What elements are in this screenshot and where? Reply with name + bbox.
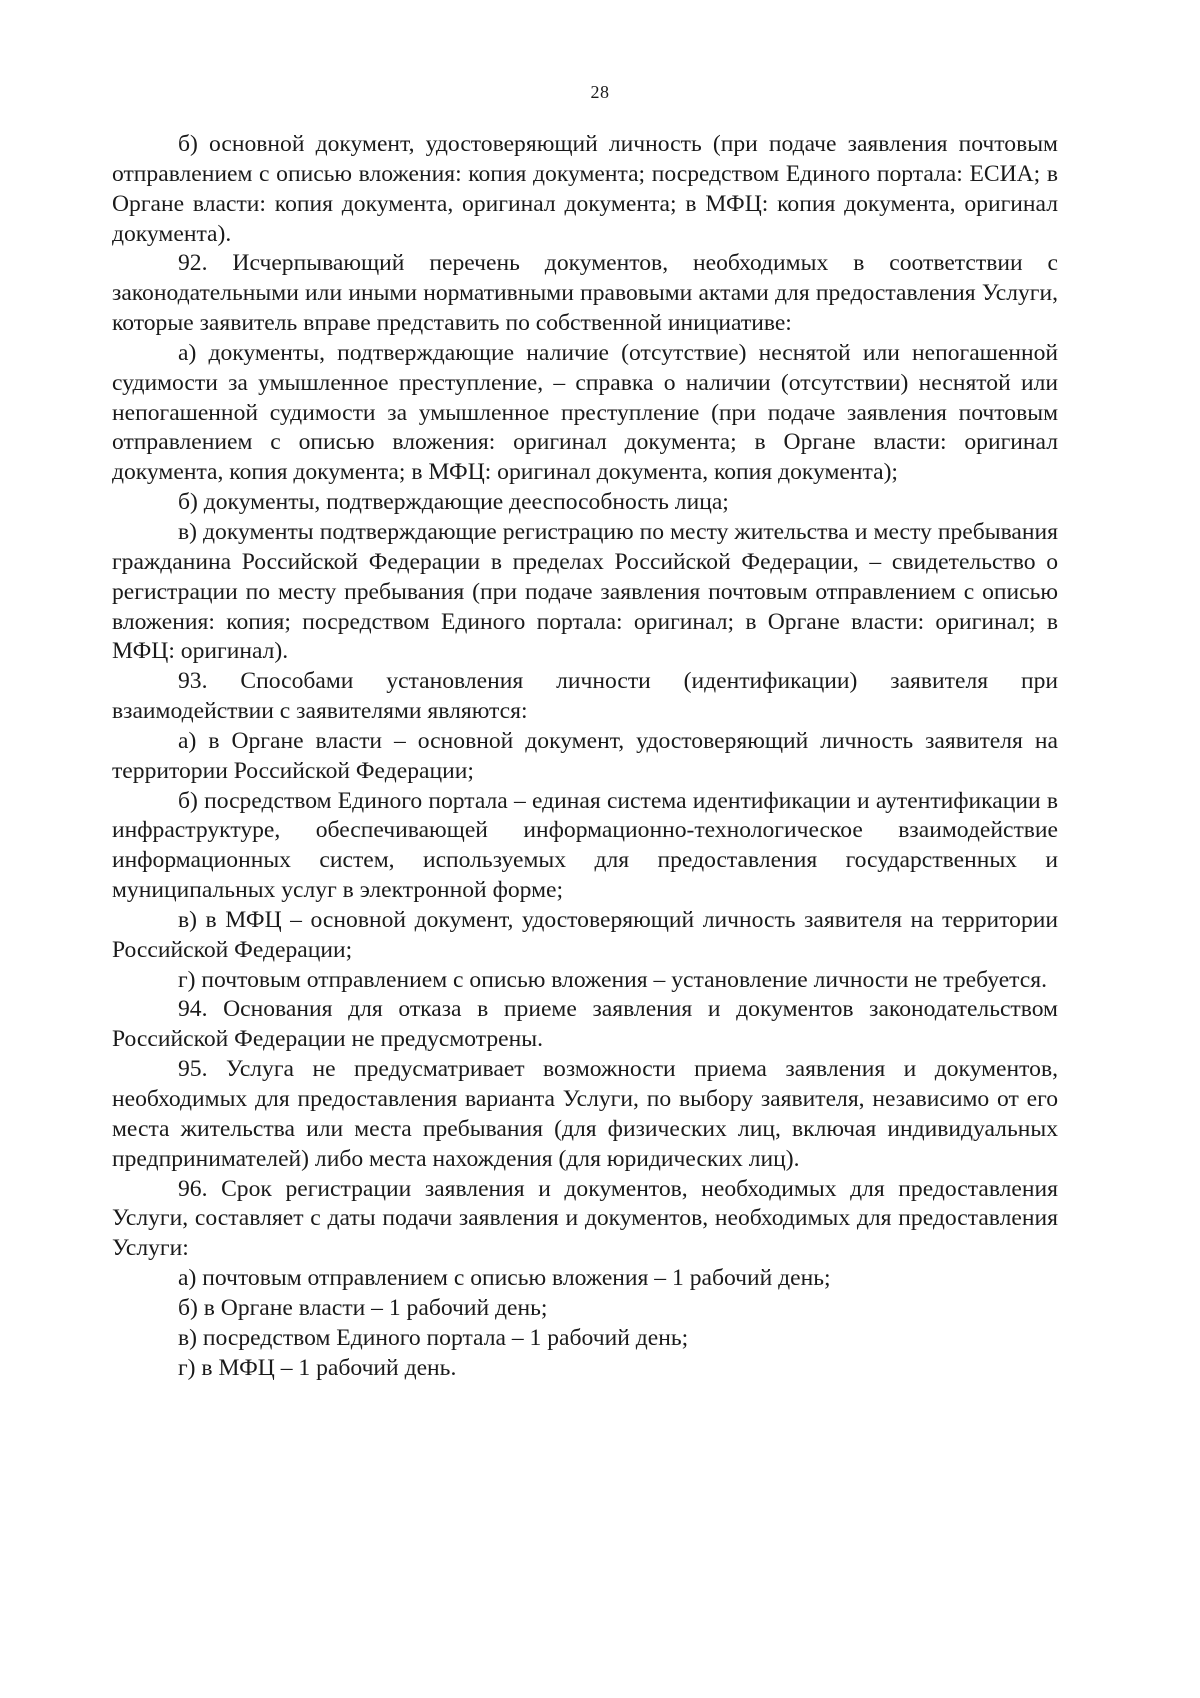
- paragraph-92b: б) документы, подтверждающие дееспособность лица;: [178, 489, 729, 516]
- paragraph-1b-identity-document: б) основной документ, удостоверяющий личность (при подаче заявления почтовым отправлением с описью вложения: копия документа; посредством Единого портала: ЕСИА; в Органе власти: копия документа, оригинал документа; в МФЦ: копия документа, оригинал документа).: [112, 131, 1058, 247]
- paragraph-94: 94. Основания для отказа в приеме заявления и документов законодательством Российской Федерации не предусмотрены.: [112, 996, 1058, 1053]
- paragraph-92v: в) документы подтверждающие регистрацию по месту жительства и месту пребывания гражданина Российской Федерации в пределах Российской Федерации, – свидетельство о регистрации по месту пребывания (при подаче заявления почтовым отправлением с описью вложения: копия; посредством Единого портала: оригинал; в Органе власти: оригинал; в МФЦ: оригинал).: [112, 518, 1058, 665]
- paragraph-93g: г) почтовым отправлением с описью вложения – установление личности не требуется.: [178, 966, 1047, 993]
- paragraph-93b: б) посредством Единого портала – единая система идентификации и аутентификации в инфраструктуре, обеспечивающей информационно-технологическое взаимодействие информационных систем, используемых для предоставления государственных и муниципальных услуг в электронной форме;: [112, 787, 1058, 904]
- paragraph-96v: в) посредством Единого портала – 1 рабочий день;: [178, 1324, 689, 1351]
- paragraph-96: 96. Срок регистрации заявления и документов, необходимых для предоставления Услуги, составляет с даты подачи заявления и документов, необходимых для предоставления Услуги:: [112, 1175, 1058, 1262]
- paragraph-93a: а) в Органе власти – основной документ, удостоверяющий личность заявителя на территории Российской Федерации;: [112, 727, 1058, 784]
- paragraph-96a: а) почтовым отправлением с описью вложения – 1 рабочий день;: [178, 1265, 831, 1292]
- paragraph-92: 92. Исчерпывающий перечень документов, необходимых в соответствии с законодательными или иными нормативными правовыми актами для предоставления Услуги, которые заявитель вправе представить по собственной инициативе:: [112, 250, 1058, 337]
- paragraph-93: 93. Способами установления личности (идентификации) заявителя при взаимодействии с заявителями являются:: [112, 668, 1058, 725]
- paragraph-95: 95. Услуга не предусматривает возможности приема заявления и документов, необходимых для предоставления варианта Услуги, по выбору заявителя, независимо от его места жительства или места пребывания (для физических лиц, включая индивидуальных предпринимателей) либо места нахождения (для юридических лиц).: [112, 1056, 1058, 1172]
- document-body: [112, 130, 1058, 1383]
- paragraph-96g: г) в МФЦ – 1 рабочий день.: [178, 1354, 457, 1381]
- paragraph-93v: в) в МФЦ – основной документ, удостоверяющий личность заявителя на территории Российской Федерации;: [112, 906, 1058, 963]
- paragraph-96b: б) в Органе власти – 1 рабочий день;: [178, 1294, 548, 1321]
- paragraph-92a: а) документы, подтверждающие наличие (отсутствие) неснятой или непогашенной судимости за умышленное преступление, – справка о наличии (отсутствии) неснятой или непогашенной судимости за умышленное преступление (при подаче заявления почтовым отправлением с описью вложения: оригинал документа; в Органе власти: оригинал документа, копия документа; в МФЦ: оригинал документа, копия документа);: [112, 339, 1058, 486]
- page-number: 28: [590, 82, 610, 102]
